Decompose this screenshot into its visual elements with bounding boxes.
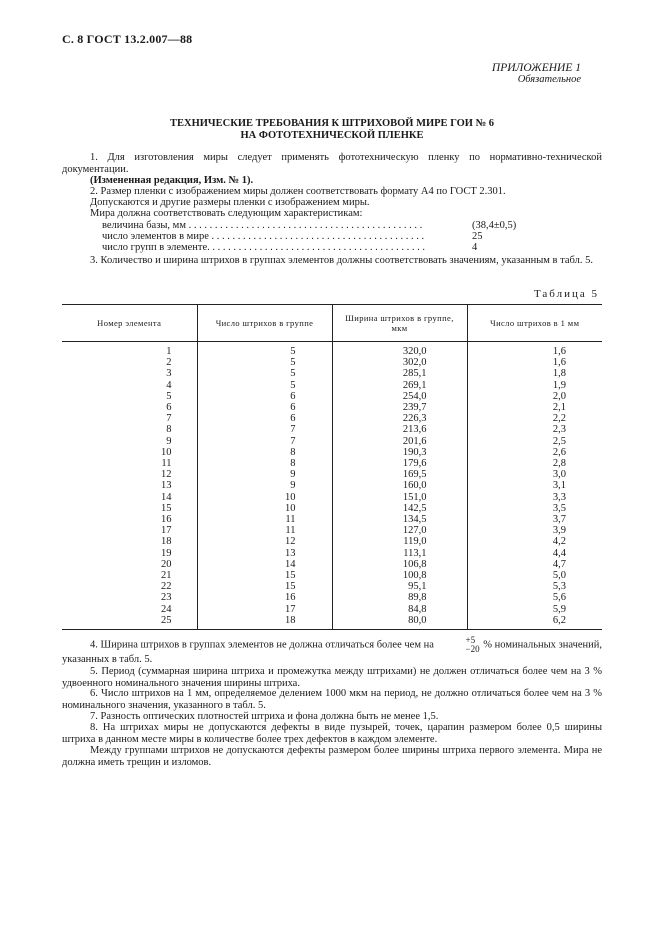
cell-stroke-count: 6 bbox=[197, 402, 332, 413]
cell-strokes-per-mm: 4,2 bbox=[467, 536, 602, 547]
characteristic-value: (38,4±0,5) bbox=[472, 220, 517, 231]
cell-stroke-width: 119,0 bbox=[332, 536, 467, 547]
cell-stroke-count: 9 bbox=[197, 480, 332, 491]
paragraph-4-text-b: % номинальных значений, указанных в табл. 5. bbox=[62, 639, 603, 665]
table-body bbox=[62, 342, 602, 630]
table-row bbox=[62, 413, 602, 424]
cell-stroke-count: 11 bbox=[197, 514, 332, 525]
paragraph-1-note: (Измененная редакция, Изм. № 1). bbox=[90, 175, 254, 186]
cell-stroke-count: 16 bbox=[197, 592, 332, 603]
characteristic-value: 25 bbox=[472, 231, 483, 242]
table-row bbox=[62, 368, 602, 379]
cell-strokes-per-mm: 6,2 bbox=[467, 615, 602, 630]
paragraph-2b: Допускаются и другие размеры пленки с изображением миры. bbox=[90, 197, 370, 208]
characteristic-label: число групп в элементе. . . . . . . . . . . . . . . . . . . . . . . . . . . . . . . . . . . . . . . . . . bbox=[102, 242, 426, 253]
table-row bbox=[62, 447, 602, 458]
table-row bbox=[62, 492, 602, 503]
table-row bbox=[62, 342, 602, 358]
paragraph-2c: Мира должна соответствовать следующим характеристикам: bbox=[90, 208, 363, 219]
cell-strokes-per-mm: 4,4 bbox=[467, 548, 602, 559]
cell-stroke-width: 89,8 bbox=[332, 592, 467, 603]
table-row bbox=[62, 548, 602, 559]
cell-stroke-width: 142,5 bbox=[332, 503, 467, 514]
cell-strokes-per-mm: 3,3 bbox=[467, 492, 602, 503]
cell-element-number: 10 bbox=[161, 446, 172, 458]
cell-strokes-per-mm: 5,6 bbox=[467, 592, 602, 603]
cell-stroke-count: 14 bbox=[197, 559, 332, 570]
cell-stroke-width: 201,6 bbox=[332, 436, 467, 447]
cell-strokes-per-mm: 2,0 bbox=[467, 391, 602, 402]
cell-element-number: 8 bbox=[166, 424, 172, 436]
cell-stroke-count: 10 bbox=[197, 503, 332, 514]
cell-stroke-count: 5 bbox=[197, 357, 332, 368]
table-row bbox=[62, 469, 602, 480]
cell-element-number: 16 bbox=[161, 514, 172, 526]
cell-strokes-per-mm: 5,0 bbox=[467, 570, 602, 581]
cell-stroke-width: 269,1 bbox=[332, 380, 467, 391]
header-stroke-width: Ширина штрихов в группе, мкм bbox=[332, 305, 467, 342]
paragraph-9: Между группами штрихов не допускаются дефекты размером более ширины штриха первого элемента. Мира не должна иметь трещин и изломов. bbox=[62, 745, 602, 768]
paragraph-5: 5. Период (суммарная ширина штриха и промежутка между штрихами) не должен отличаться более чем на 3 % удвоенного номинального значения ширины штриха. bbox=[62, 666, 602, 689]
cell-strokes-per-mm: 1,6 bbox=[467, 342, 602, 358]
cell-stroke-count: 7 bbox=[197, 424, 332, 435]
table-row bbox=[62, 402, 602, 413]
header-stroke-count: Число штрихов в группе bbox=[197, 305, 332, 342]
cell-stroke-count: 8 bbox=[197, 458, 332, 469]
cell-strokes-per-mm: 1,9 bbox=[467, 380, 602, 391]
paragraph-2: 2. Размер пленки с изображением миры должен соответствовать формату А4 по ГОСТ 2.301. bbox=[90, 186, 506, 197]
header-element-number: Номер элемента bbox=[62, 305, 197, 342]
cell-stroke-count: 12 bbox=[197, 536, 332, 547]
table-row bbox=[62, 581, 602, 592]
section-title bbox=[62, 118, 602, 141]
cell-stroke-count: 9 bbox=[197, 469, 332, 480]
cell-element-number: 23 bbox=[161, 592, 172, 604]
table-row bbox=[62, 480, 602, 491]
cell-strokes-per-mm: 3,7 bbox=[467, 514, 602, 525]
cell-stroke-width: 190,3 bbox=[332, 447, 467, 458]
tolerance-plus: +5 bbox=[465, 635, 476, 645]
cell-element-number: 5 bbox=[166, 390, 172, 402]
table-row bbox=[62, 615, 602, 630]
characteristic-row bbox=[102, 242, 522, 254]
cell-strokes-per-mm: 2,6 bbox=[467, 447, 602, 458]
paragraph-7: 7. Разность оптических плотностей штриха и фона должна быть не менее 1,5. bbox=[90, 711, 439, 722]
tolerance-minus: −20 bbox=[465, 644, 480, 654]
cell-stroke-width: 84,8 bbox=[332, 604, 467, 615]
cell-stroke-count: 5 bbox=[197, 342, 332, 358]
table-row bbox=[62, 357, 602, 368]
table-5 bbox=[62, 304, 602, 630]
cell-element-number: 2 bbox=[166, 357, 172, 369]
cell-element-number: 21 bbox=[161, 570, 172, 582]
table-row bbox=[62, 514, 602, 525]
table-row bbox=[62, 380, 602, 391]
table-caption: Таблица 5 bbox=[533, 288, 599, 300]
cell-strokes-per-mm: 3,5 bbox=[467, 503, 602, 514]
table-row bbox=[62, 536, 602, 547]
table-row bbox=[62, 391, 602, 402]
paragraph-3: 3. Количество и ширина штрихов в группах элементов должны соответствовать значениям, указанным в табл. 5. bbox=[90, 255, 593, 266]
table-row bbox=[62, 525, 602, 536]
table-row bbox=[62, 458, 602, 469]
cell-element-number: 14 bbox=[161, 491, 172, 503]
cell-strokes-per-mm: 4,7 bbox=[467, 559, 602, 570]
table-row bbox=[62, 604, 602, 615]
cell-stroke-width: 254,0 bbox=[332, 391, 467, 402]
cell-stroke-count: 5 bbox=[197, 380, 332, 391]
page-header: С. 8 ГОСТ 13.2.007—88 bbox=[62, 32, 193, 46]
section-title-line1: ТЕХНИЧЕСКИЕ ТРЕБОВАНИЯ К ШТРИХОВОЙ МИРЕ ГОИ № 6 bbox=[169, 118, 494, 129]
cell-stroke-count: 11 bbox=[197, 525, 332, 536]
cell-stroke-count: 18 bbox=[197, 615, 332, 630]
cell-strokes-per-mm: 1,6 bbox=[467, 357, 602, 368]
cell-element-number: 1 bbox=[166, 346, 172, 357]
table-row bbox=[62, 570, 602, 581]
cell-element-number: 19 bbox=[161, 547, 172, 559]
cell-strokes-per-mm: 2,3 bbox=[467, 424, 602, 435]
cell-element-number: 18 bbox=[161, 536, 172, 548]
cell-stroke-width: 160,0 bbox=[332, 480, 467, 491]
characteristic-label: величина базы, мм . . . . . . . . . . . . . . . . . . . . . . . . . . . . . . . . . . . . . . . . . . . . . bbox=[102, 220, 423, 231]
characteristic-value: 4 bbox=[472, 242, 478, 253]
cell-strokes-per-mm: 3,9 bbox=[467, 525, 602, 536]
appendix-subtitle: Обязательное bbox=[517, 74, 581, 85]
cell-element-number: 20 bbox=[161, 558, 172, 570]
cell-stroke-count: 10 bbox=[197, 492, 332, 503]
cell-stroke-width: 213,6 bbox=[332, 424, 467, 435]
cell-element-number: 22 bbox=[161, 581, 172, 593]
paragraph-4 bbox=[62, 636, 602, 666]
cell-stroke-width: 320,0 bbox=[332, 342, 467, 358]
cell-strokes-per-mm: 3,0 bbox=[467, 469, 602, 480]
cell-stroke-count: 15 bbox=[197, 581, 332, 592]
cell-strokes-per-mm: 2,1 bbox=[467, 402, 602, 413]
cell-stroke-count: 6 bbox=[197, 413, 332, 424]
cell-element-number: 17 bbox=[161, 525, 172, 537]
cell-stroke-width: 151,0 bbox=[332, 492, 467, 503]
cell-stroke-width: 169,5 bbox=[332, 469, 467, 480]
cell-stroke-count: 5 bbox=[197, 368, 332, 379]
table-header-row bbox=[62, 305, 602, 342]
cell-strokes-per-mm: 1,8 bbox=[467, 368, 602, 379]
table-row bbox=[62, 503, 602, 514]
table-row bbox=[62, 424, 602, 435]
cell-stroke-count: 13 bbox=[197, 548, 332, 559]
cell-element-number: 6 bbox=[166, 402, 172, 414]
cell-stroke-width: 134,5 bbox=[332, 514, 467, 525]
cell-stroke-count: 8 bbox=[197, 447, 332, 458]
cell-element-number: 15 bbox=[161, 502, 172, 514]
cell-element-number: 11 bbox=[161, 458, 172, 470]
cell-stroke-width: 226,3 bbox=[332, 413, 467, 424]
cell-stroke-width: 239,7 bbox=[332, 402, 467, 413]
cell-stroke-width: 106,8 bbox=[332, 559, 467, 570]
appendix-title: ПРИЛОЖЕНИЕ 1 bbox=[491, 62, 581, 74]
cell-element-number: 24 bbox=[161, 603, 172, 615]
tolerance bbox=[438, 636, 480, 654]
cell-strokes-per-mm: 2,8 bbox=[467, 458, 602, 469]
table-row bbox=[62, 436, 602, 447]
cell-strokes-per-mm: 5,9 bbox=[467, 604, 602, 615]
cell-element-number: 12 bbox=[161, 469, 172, 481]
paragraph-4-text-a: 4. Ширина штрихов в группах элементов не должна отличаться более чем на bbox=[90, 639, 434, 651]
section-title-line2: НА ФОТОТЕХНИЧЕСКОЙ ПЛЕНКЕ bbox=[240, 129, 424, 141]
appendix-label bbox=[492, 62, 581, 86]
cell-stroke-count: 17 bbox=[197, 604, 332, 615]
cell-element-number: 13 bbox=[161, 480, 172, 492]
cell-element-number: 7 bbox=[166, 413, 172, 425]
paragraph-6: 6. Число штрихов на 1 мм, определяемое делением 1000 мкм на период, не должно отличаться более чем на 3 % номинального значения, указанного в табл. 5. bbox=[62, 688, 602, 711]
cell-stroke-count: 6 bbox=[197, 391, 332, 402]
characteristic-row bbox=[102, 231, 522, 243]
cell-element-number: 25 bbox=[62, 615, 197, 630]
paragraph-8: 8. На штрихах миры не допускаются дефекты в виде пузырей, точек, царапин размером более 0,5 ширины штриха в данном месте миры в количестве более трех дефектов в каждом элементе. bbox=[62, 722, 602, 745]
characteristic-row bbox=[102, 220, 522, 232]
table-row bbox=[62, 559, 602, 570]
cell-stroke-width: 80,0 bbox=[332, 615, 467, 630]
characteristic-label: число элементов в мире . . . . . . . . . . . . . . . . . . . . . . . . . . . . . . . . . . . . . . . . . bbox=[102, 231, 425, 242]
cell-strokes-per-mm: 2,5 bbox=[467, 436, 602, 447]
cell-strokes-per-mm: 2,2 bbox=[467, 413, 602, 424]
cell-element-number: 4 bbox=[166, 379, 172, 391]
cell-element-number: 9 bbox=[166, 435, 172, 447]
cell-stroke-width: 285,1 bbox=[332, 368, 467, 379]
cell-stroke-width: 179,6 bbox=[332, 458, 467, 469]
header-strokes-per-mm: Число штрихов в 1 мм bbox=[467, 305, 602, 342]
paragraph-1: 1. Для изготовления миры следует применять фототехническую пленку по нормативно-технической документации. bbox=[62, 152, 602, 175]
cell-stroke-width: 95,1 bbox=[332, 581, 467, 592]
cell-stroke-width: 100,8 bbox=[332, 570, 467, 581]
cell-element-number: 3 bbox=[166, 368, 172, 380]
cell-stroke-width: 113,1 bbox=[332, 548, 467, 559]
cell-strokes-per-mm: 3,1 bbox=[467, 480, 602, 491]
cell-stroke-count: 7 bbox=[197, 436, 332, 447]
cell-stroke-width: 302,0 bbox=[332, 357, 467, 368]
cell-stroke-count: 15 bbox=[197, 570, 332, 581]
table-row bbox=[62, 592, 602, 603]
cell-stroke-width: 127,0 bbox=[332, 525, 467, 536]
cell-strokes-per-mm: 5,3 bbox=[467, 581, 602, 592]
